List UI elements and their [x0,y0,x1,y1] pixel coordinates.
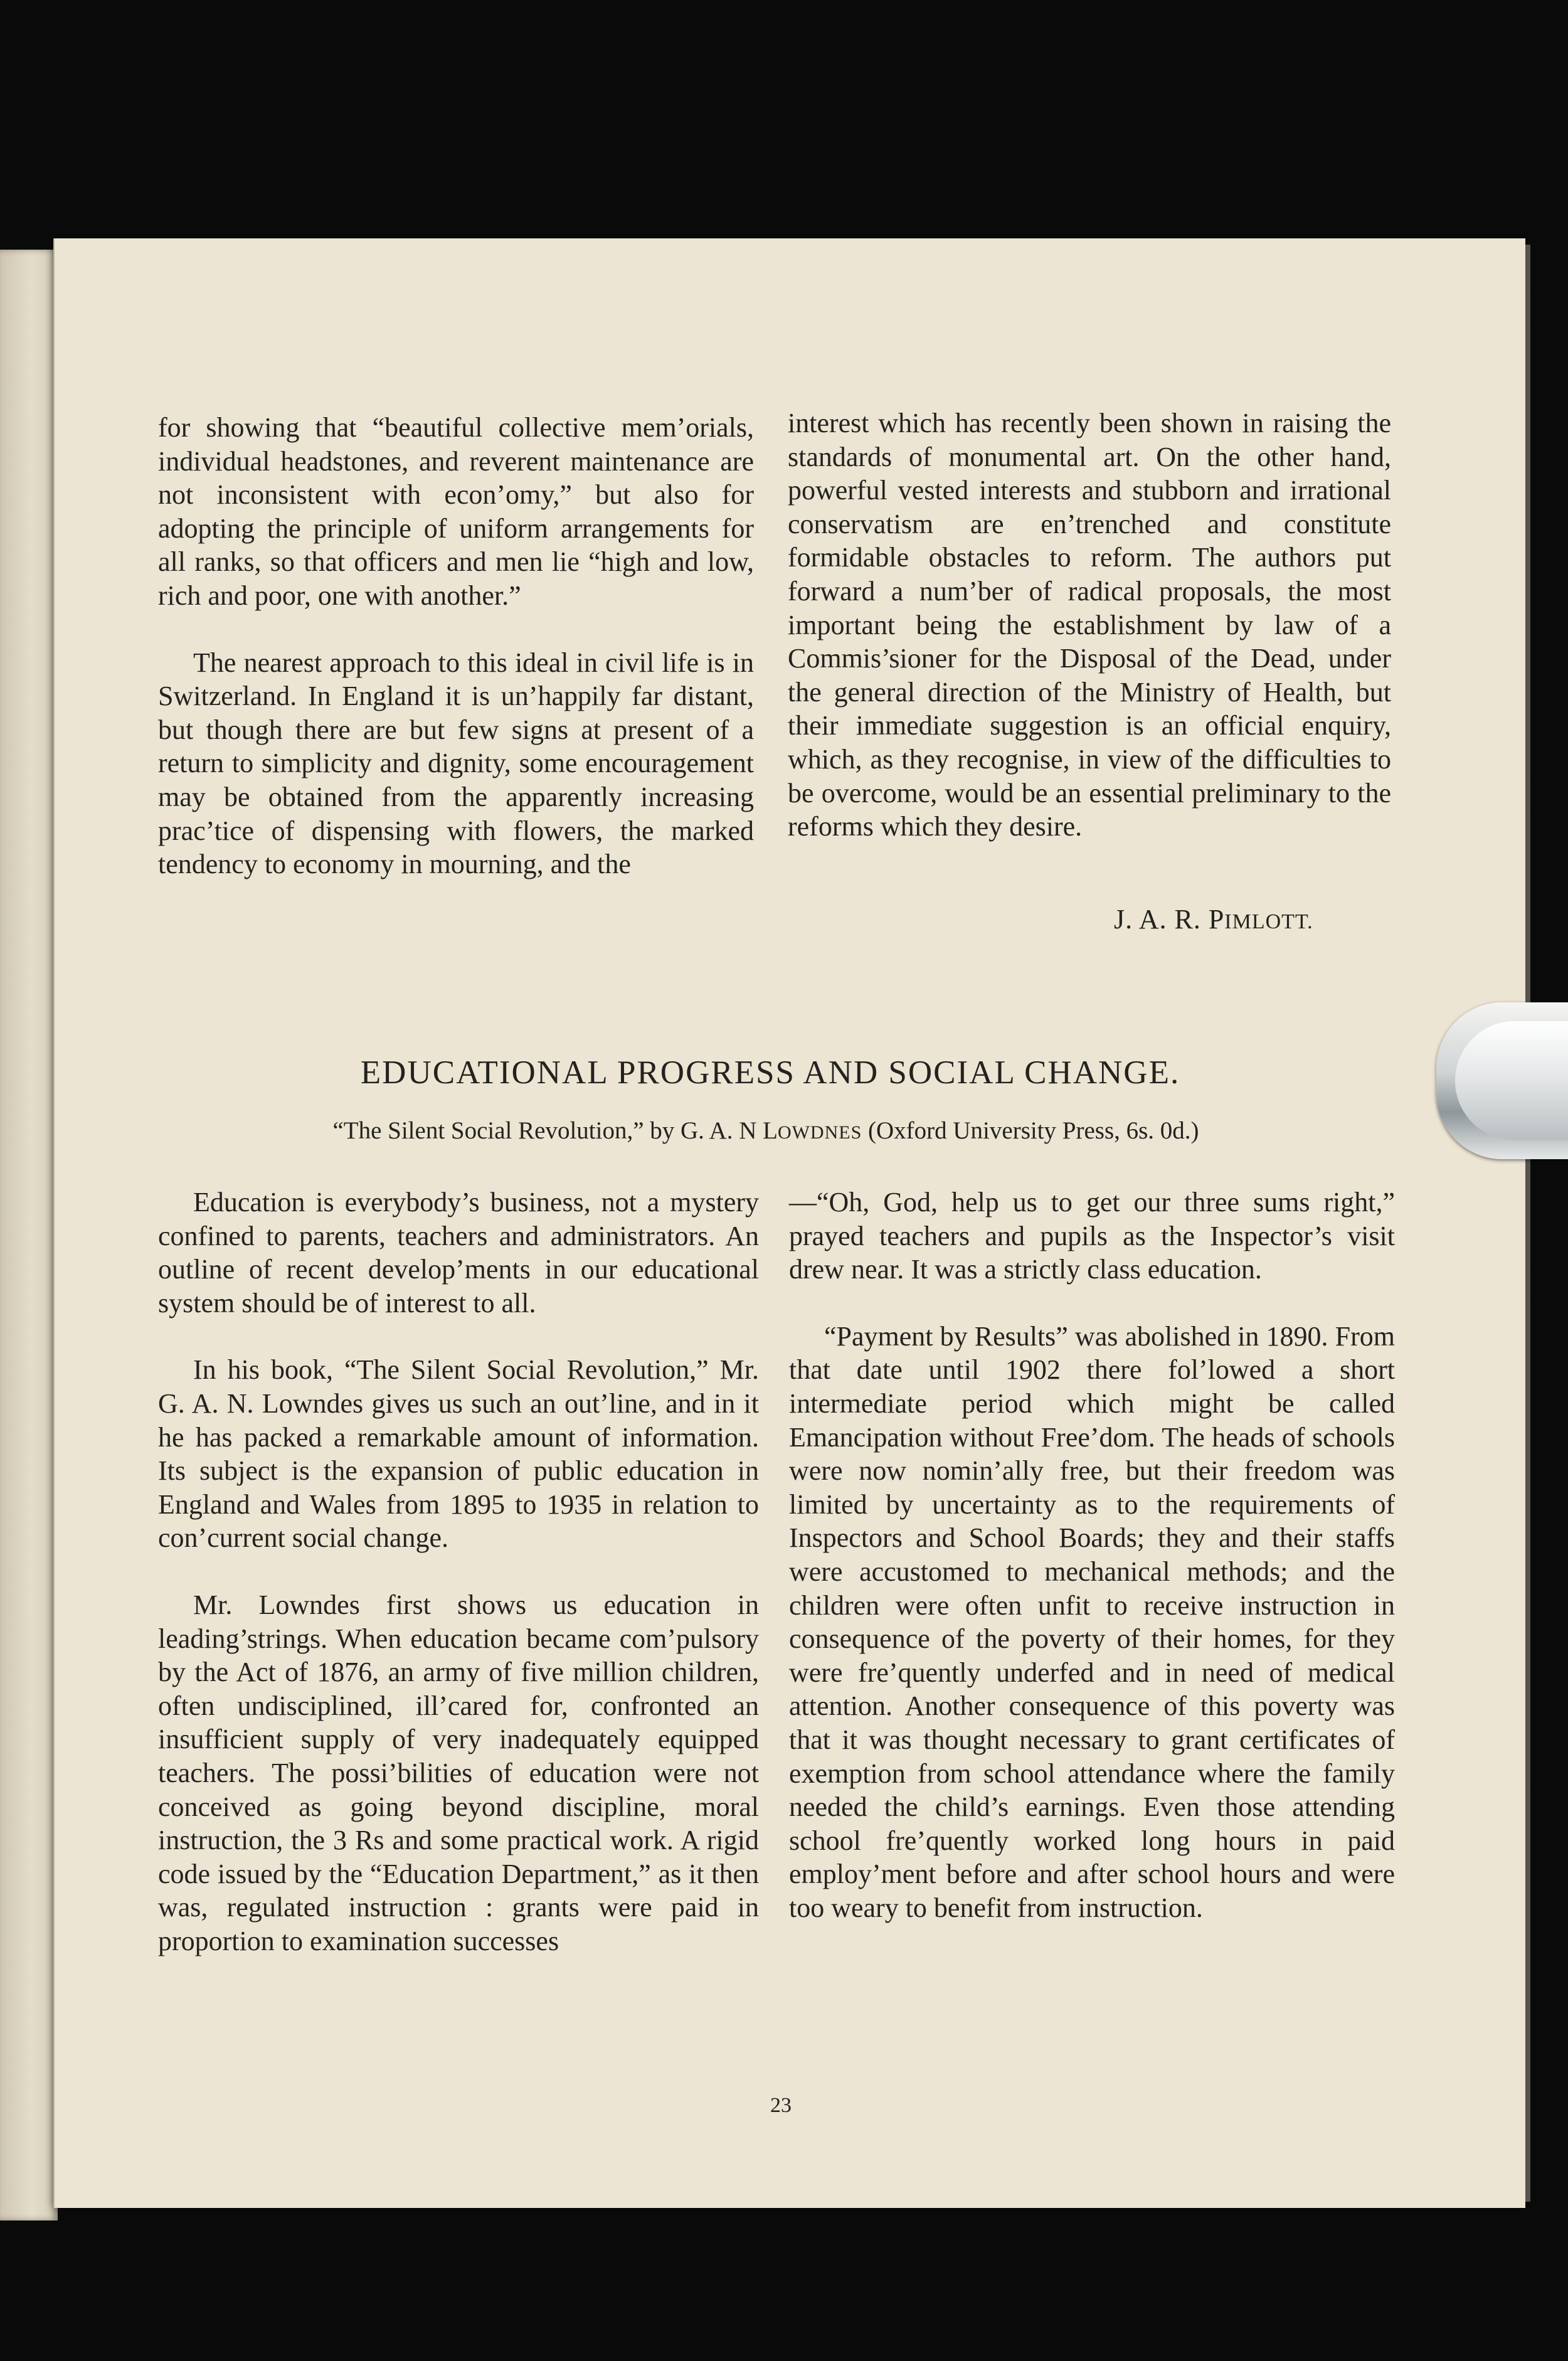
page-number: 23 [770,2094,792,2117]
upper-right-column [788,406,1391,844]
article-subtitle [186,1117,1346,1145]
subtitle-start: “The Silent Social Revolution,” by G. A. N L [332,1117,778,1144]
upper-left-column [158,411,754,881]
paragraph: Mr. Lowndes first shows us education in leading’strings. When education became com’pulsory by the Act of 1876, an army of five million children, often undisciplined, ill’cared for, confronted an insufficient supply of very inadequately equipped teachers. The possi’bilities of education were not conceived as going beyond discipline, moral instruction, the 3 Rs and some practical work. A rigid code issued by the “Education Department,” as it then was, regulated instruction : grants were paid in proportion to examination successes [158,1589,759,1956]
paragraph: The nearest approach to this ideal in civil life is in Switzerland. In England it is un’happily far distant, but though there are but few signs at present of a return to simplicity and dignity, some encouragement may be obtained from the apparently increasing prac’tice of dispensing with flowers, the marked tendency to economy in mourning, and the [158,647,754,880]
paragraph: Education is everybody’s business, not a mystery confined to parents, teachers and administrators. An outline of recent develop’ments in our educational system should be of interest to all. [158,1187,759,1318]
paragraph: In his book, “The Silent Social Revolution,” Mr. G. A. N. Lowndes gives us such an out’line, and in it he has packed a remarkable amount of information. Its subject is the expansion of public education in England and Wales from 1895 to 1935 in relation to con’current social change. [158,1354,759,1554]
subtitle-smallcaps: OWDNES [777,1122,862,1143]
paragraph: for showing that “beautiful collective mem’orials, individual headstones, and reverent maintenance are not inconsistent with econ’omy,” but also for adopting the principle of uniform arrangements for all ranks, so that officers and men lie “high and low, rich and poor, one with another.” [158,412,754,611]
facing-page-edge [0,250,58,2220]
glass-page-weight-highlight [1455,1021,1568,1140]
author-signature [1114,903,1313,935]
signature-surname: IMLOTT. [1224,910,1313,933]
paragraph: “Payment by Results” was abolished in 1890. From that date until 1902 there fol’lowed a short intermediate period which might be called Emancipation without Free’dom. The heads of schools were now nomin’ally free, but their freedom was limited by uncertainty as to the requirements of Inspectors and School Boards; they and their staffs were accustomed to mechanical methods; and the children were often unfit to receive instruction in consequence of the poverty of their homes, for they were fre’quently underfed and in need of medical attention. Another consequence of this poverty was that it was thought necessary to grant certificates of exemption from school attendance where the family needed the child’s earnings. Even those attending school fre’quently worked long hours in paid employ’ment before and after school hours and were too weary to benefit from instruction. [789,1320,1395,1923]
signature-initials: J. A. R. P [1114,904,1225,935]
subtitle-end: (Oxford University Press, 6s. 0d.) [862,1117,1199,1144]
paragraph: —“Oh, God, help us to get our three sums right,” prayed teachers and pupils as the Inspector’s visit drew near. It was a strictly class education. [789,1187,1395,1285]
paragraph: interest which has recently been shown in raising the standards of monumental art. On the other hand, powerful vested interests and stubborn and irrational conservatism are en’trenched and constitute formidable obstacles to reform. The authors put forward a num’ber of radical proposals, the most important being the establishment by law of a Commis’sioner for the Disposal of the Dead, under the general direction of the Ministry of Health, but their immediate suggestion is an official enquiry, which, as they recognise, in view of the difficulties to be overcome, would be an essential preliminary to the reforms which they desire. [788,408,1391,842]
article-title: EDUCATIONAL PROGRESS AND SOCIAL CHANGE. [360,1054,1180,1091]
article-left-column [158,1186,759,1958]
article-right-column [789,1186,1395,1924]
